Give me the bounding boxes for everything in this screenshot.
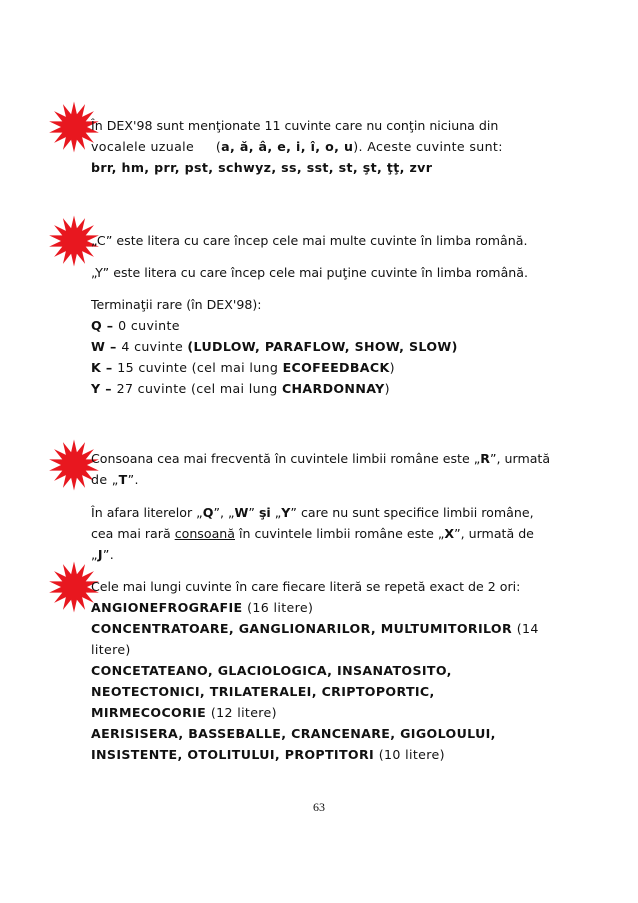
block4-line6: NEOTECTONICI, TRILATERALEI, CRIPTOPORTIC,	[91, 684, 435, 699]
block4-line8: AERISISERA, BASSEBALLE, CRANCENARE, GIGOLOULUI,	[91, 726, 496, 741]
text-segment: În afara literelor „	[91, 505, 203, 520]
ending-letter: K –	[91, 360, 118, 375]
text-segment: „	[270, 505, 282, 520]
letter-x: X	[444, 526, 455, 541]
ending-k	[91, 360, 591, 376]
longest-word: CHARDONNAY	[281, 381, 385, 396]
block2-rare-endings-heading: Terminaţii rare (în DEX'98):	[91, 297, 262, 312]
vowels-list: a, ă, â, e, i, î, o, u	[221, 139, 354, 154]
text-segment: ). Aceste cuvinte sunt:	[353, 139, 503, 154]
text-segment: vocalele uzuale (	[91, 139, 222, 154]
letter-count: (12 litere)	[210, 705, 277, 720]
letter-count: (16 litere)	[247, 600, 314, 615]
letter-count: (14	[516, 621, 539, 636]
text-segment: cea mai rară	[91, 526, 175, 541]
underlined-word: consoană	[174, 526, 235, 541]
block2-line1: „C” este litera cu care încep cele mai multe cuvinte în limba română.	[91, 233, 528, 248]
block3-line4	[91, 526, 591, 542]
block3-line1	[91, 451, 591, 467]
page-number: 63	[313, 800, 325, 814]
ending-q	[91, 318, 591, 334]
letter-j: J	[97, 547, 103, 562]
text-segment: Consoana cea mai frecventă în cuvintele limbii române este „	[91, 451, 481, 466]
text-segment: ”.	[127, 472, 139, 487]
ending-letter: Y –	[91, 381, 117, 396]
text-segment: în cuvintele limbii române este „	[234, 526, 445, 541]
block3-line3	[91, 505, 591, 521]
block2-line2: „Y” este litera cu care încep cele mai puţine cuvinte în limba română.	[91, 265, 528, 280]
block4-line3	[91, 621, 591, 637]
text-segment: „	[91, 547, 98, 562]
text-segment: )	[384, 381, 390, 396]
text-segment: )	[389, 360, 395, 375]
letter-t: T	[118, 472, 128, 487]
text-segment: 4 cuvinte	[121, 339, 188, 354]
block4-line4: litere)	[91, 642, 131, 657]
block4-line9	[91, 747, 591, 763]
block4-heading: Cele mai lungi cuvinte în care fiecare literă se repetă exact de 2 ori:	[91, 579, 521, 594]
block4-line7	[91, 705, 591, 721]
block1-words: brr, hm, prr, pst, schwyz, ss, sst, st, şt, ţţ, zvr	[91, 160, 433, 175]
text-segment: ”, urmată	[489, 451, 551, 466]
letter-r: R	[480, 451, 490, 466]
letter-w: W	[234, 505, 249, 520]
block3-line2	[91, 472, 591, 488]
word-list: CONCENTRATOARE, GANGLIONARILOR, MULTUMITORILOR	[91, 621, 517, 636]
block3-line5	[91, 547, 591, 563]
word-list: MIRMECOCORIE	[91, 705, 211, 720]
text-segment: ”, urmată de	[454, 526, 534, 541]
block4-line5: CONCETATEANO, GLACIOLOGICA, INSANATOSITO,	[91, 663, 452, 678]
text-segment: ”	[248, 505, 259, 520]
text-segment: şi	[258, 505, 271, 520]
word-list: ANGIONEFROGRAFIE	[91, 600, 248, 615]
text-segment: ”.	[102, 547, 115, 562]
block4-line2	[91, 600, 591, 616]
letter-q: Q	[202, 505, 214, 520]
word-list: INSISTENTE, OTOLITULUI, PROPTITORI	[91, 747, 379, 762]
word-list: (LUDLOW, PARAFLOW, SHOW, SLOW)	[187, 339, 458, 354]
text-segment: ”, „	[213, 505, 235, 520]
block1-line2	[91, 139, 591, 155]
text-segment: 0 cuvinte	[118, 318, 180, 333]
text-segment: ” care nu sunt specifice limbii române,	[290, 505, 534, 520]
longest-word: ECOFEEDBACK	[282, 360, 390, 375]
text-segment: 27 cuvinte (cel mai lung	[116, 381, 282, 396]
block1-line1: În DEX'98 sunt menţionate 11 cuvinte care nu conţin niciuna din	[91, 118, 499, 133]
letter-y: Y	[281, 505, 291, 520]
letter-count: (10 litere)	[378, 747, 445, 762]
ending-letter: Q –	[91, 318, 119, 333]
text-segment: de „	[91, 472, 119, 487]
ending-letter: W –	[91, 339, 122, 354]
ending-y	[91, 381, 591, 397]
text-segment: 15 cuvinte (cel mai lung	[117, 360, 283, 375]
ending-w	[91, 339, 591, 355]
